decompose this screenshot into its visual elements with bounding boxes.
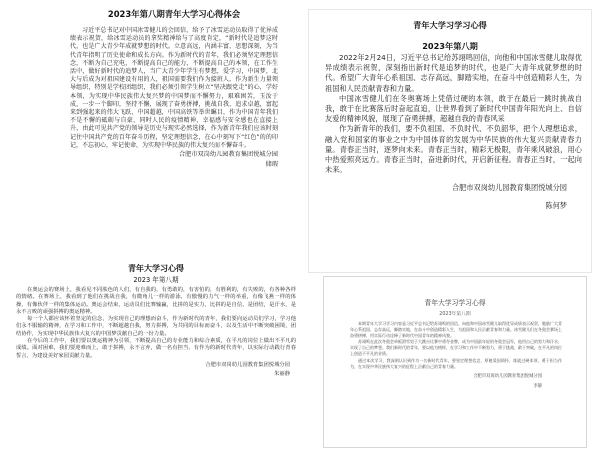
essay-paragraph: 本期青年大学习学习内容是习近平总书记给苏翊鸣的回信，向他和中国冰雪健儿取得优异成绩表示祝贺，勉励广大青年心系祖国、志存高远，脚踏实地，在奋斗中创造精彩人生，为祖国和人民贡献青春和力量。冰雪健儿们在冬奥会赛场上奋勇拼搏，用实际行动诠释了新时代中国青年的精神风貌。 <box>350 321 562 339</box>
essay-paragraph: 习近平总书记对中国冰雪健儿的会回信，给予了冰雪运动员取得了优异成绩表示祝贺，给冰雪运动员的拿奖精神给与了高度肯定，“新时代是追梦这时代，也是广大青少年成就梦想的时代。立意高远，内涵丰富，思想深刻，为当代青年指明了历史使命和成长方向。作为新时代的青年，我们必须坚定理想信念，不断为自己充电，不断提高自己的能力，不断提高自己的本领，在工作生活中，做好新时代的追梦人，当广大青少年学生有梦想，爱学习，中国梦，北大与后成为对祖国建设有用的人，祖国需要我们作为接班人，作为新生力量领导组织，特别是学校团组织，我们必须引领学生树立“坚决跟党走”的心，学好本领，为实现中华民族伟大复兴梦的中国梦而不懈努力，艰难困苦，玉汝于成，一步一个脚印，坚持不懈，展现了奋勇拼搏，挑战自我，追求卓越，富起来到强起来的伟大飞跃，中国超越，中国高铁等举世瞩目，作为中国青年我们不是不懈的砥砺与自豪，同时人民的疫情精神，幸福感与安全感也在直接上升，由此可见共产党的领导是历史与现实必然选择，作为新青年我们应该时刻记住中国共产党的百年奋斗历程，坚定理想信念，在心中刻写下“红色”的的印记，不忘初心，牢记使命，为实现中华民族的伟大复兴而不懈奋斗。 <box>70 27 278 149</box>
essay-title: 青年大学习学习心得 <box>413 20 487 30</box>
essay-author: 储瑕 <box>265 160 278 168</box>
essay-paragraph: 通过本次学习，我深刻认识到作为一名新时代青年，要坚定理想信念，厚植爱国情怀，练就过硬本领，勇于担当作为，在实现中华民族伟大复兴的征程上贡献自己的青春力量。 <box>350 357 562 369</box>
essay-paragraph: 中国冰雪健儿们在冬奥赛场上凭借过硬的本领，敢于在最后一跳时挑战自我，敢于在比赛落后时奋起直追，让世界看到了新时代中国青年阳光向上、自信友爱的精神风貌，展现了奋勇拼搏，超越自我的青春风采 <box>325 93 582 124</box>
essay-paragraph: 每一个人都应该怀着坚定的信念，为实现自己的理想而奋斗，作为新时代的青年，我们要向运动员们学习，学习他们永不服输的精神，在学习和工作中，不断超越自我，努力拼搏，为共同的目标而奋斗，以及生活中不断突破困境，团结协作，为实现中华民族伟大复兴的中国梦贡献自己的一份力量。 <box>16 316 296 337</box>
essay-title: 青年大学习心得 <box>128 264 184 273</box>
essay-author: 陈何梦 <box>545 201 567 211</box>
essay-author: 李静 <box>533 384 542 390</box>
essay-paragraph: 苏翊鸣在此次冬奥会单板滑雪男子大跳台比赛中勇夺金牌，成为中国最年轻的冬奥会冠军，他用自己的努力和汗水，实现了自己的梦想。我们新时代的青年，要以他为榜样，在学习和工作中不断努力，勇于挑战，敢于突破，在平凡的岗位上创造不平凡的业绩。 <box>350 339 562 357</box>
essay-organization: 合肥市双岗幼儿园教育集团悦城分园 <box>205 361 290 368</box>
essay-title: 青年大学习学习心得 <box>424 299 486 307</box>
essay-title: 2023年第八期青年大学习心得体会 <box>107 9 241 19</box>
essay-paragraph: 2022年2月24日，习近平总书记给苏翊鸣回信，向他和中国冰雪健儿取得优异成绩表示祝贺，深刻指出新时代是追梦的时代，也是广大青年成就梦想的时代。希望广大青年心系祖国、志存高远，脚踏实地，在奋斗中创造精彩人生，为祖国和人民贡献青春和力量。 <box>325 53 582 93</box>
essay-page-3 <box>12 262 300 448</box>
essay-author: 朱丽静 <box>274 371 290 378</box>
essay-organization: 合肥市双岗幼儿园教育集团悦城分园 <box>473 373 542 379</box>
essay-issue: 2023 年第八期 <box>133 276 179 284</box>
essay-issue: 2023年第八期 <box>422 40 478 51</box>
essay-paragraph: 在奥运会的赛场上，我看见不同肤色的人们，有自我的，有勇敢的，有害怕的，有胜利的，有失败的，有各种各样的情绪。在赛场上，我看到了他们在挑战自我，有微角儿一样的游泳，有傲慢的力气一样的举重，有像飞燕一样的体操，有像伙伴一样的集体运动。奥运会结束，运动员们比赛输赢，比拼的是实力，比拼的是自信，是团结，是汗水，是永不言败的顽强拼搏的奥运精神。 <box>16 287 296 315</box>
essay-page-4 <box>323 276 587 448</box>
essay-page-2 <box>309 10 591 272</box>
essay-paragraph: 在今后的工作中，我们要以奥运精神为引领，不断提高自己的专业能力和综合素质，在平凡的岗位上做出不平凡的成绩。面对困难，我们要迎难而上，敢于拼搏，永不言弃，做一名有担当、有作为的新时代青年，以实际行动践行青春誓言，为建设美好家园贡献力量。 <box>16 338 296 359</box>
essay-paragraph: 作为新青年的我们，要不负祖国、不负时代、不负韶华，把个人理想追求，融入党和国家的事业之中为中国体育的发展为中华民族的伟大复兴贡献青春力量。青春正当时，逐梦向未来。青春正当时，精彩无极限，青年乘风破浪，用心中热爱照亮远方。青春正当时，奋进新时代，开启新征程。青春正当时，一起向未来。 <box>325 124 582 175</box>
essay-organization: 合肥市双岗幼儿园教育集团悦城分园 <box>179 151 278 159</box>
essay-organization: 合肥市双岗幼儿园教育集团悦城分园 <box>451 183 567 193</box>
essay-issue: 2023年第八期 <box>439 312 471 317</box>
essay-page-1 <box>70 6 278 256</box>
